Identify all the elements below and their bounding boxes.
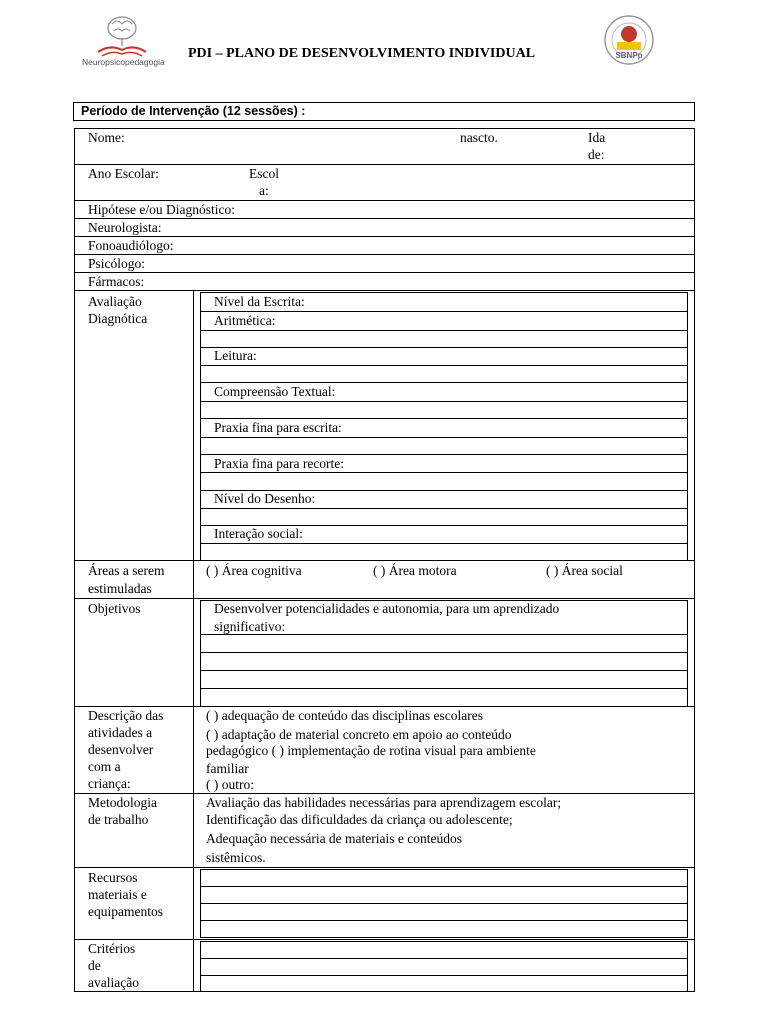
row-line: [74, 236, 695, 237]
row-line: [74, 164, 695, 165]
nome-label: Nome:: [88, 130, 125, 145]
avaliacao-item: Interação social:: [214, 526, 303, 541]
row-line: [200, 886, 688, 887]
objetivos-text-1: Desenvolver potencialidades e autonomia, para um aprendizado: [214, 601, 560, 616]
col-line: [193, 793, 194, 867]
row-line: [200, 330, 688, 331]
row-line: [200, 311, 688, 312]
metodologia-text: Avaliação das habilidades necessárias para aprendizagem escolar;: [206, 795, 562, 810]
row-line: [74, 254, 695, 255]
period-label: Período de Intervenção (12 sessões) :: [81, 104, 306, 118]
descricao-label: desenvolver: [88, 742, 154, 757]
row-line: [200, 688, 688, 689]
area-social-option[interactable]: ( ) Área social: [546, 563, 623, 578]
page-title: PDI – PLANO DE DESENVOLVIMENTO INDIVIDUAL: [188, 46, 536, 61]
col-line: [200, 941, 201, 991]
area-motora-option[interactable]: ( ) Área motora: [373, 563, 457, 578]
row-line: [74, 200, 695, 201]
row-line: [74, 272, 695, 273]
row-line: [74, 218, 695, 219]
descricao-option[interactable]: ( ) adequação de conteúdo das disciplinas escolares: [206, 708, 484, 723]
descricao-label: atividades a: [88, 725, 153, 740]
descricao-label: com a: [88, 759, 121, 774]
row-line: [200, 670, 688, 671]
row-line: [74, 598, 695, 599]
row-line: [200, 418, 688, 419]
row-line: [74, 290, 695, 291]
avaliacao-label-1: Avaliação: [88, 294, 142, 309]
row-line: [74, 560, 695, 561]
metodologia-text: Identificação das dificuldades da criança ou adolescente;: [206, 812, 513, 827]
row-line: [200, 472, 688, 473]
avaliacao-item: Praxia fina para recorte:: [214, 456, 345, 471]
row-line: [200, 454, 688, 455]
avaliacao-label-2: Diagnótica: [88, 311, 148, 326]
avaliacao-item: Nível do Desenho:: [214, 491, 316, 506]
row-line: [200, 920, 688, 921]
row-line: [74, 793, 695, 794]
area-cognitiva-option[interactable]: ( ) Área cognitiva: [206, 563, 302, 578]
row-line: [74, 939, 695, 940]
recursos-label: equipamentos: [88, 904, 163, 919]
row-line: [200, 508, 688, 509]
areas-label-1: Áreas a serem: [88, 563, 165, 578]
idade-label-2: de:: [588, 147, 605, 162]
metodologia-text: Adequação necessária de materiais e conteúdos: [206, 831, 463, 846]
col-line: [193, 867, 194, 991]
table-border-top: [74, 128, 695, 129]
descricao-label: criança:: [88, 776, 131, 791]
metodologia-label-2: de trabalho: [88, 812, 149, 827]
recursos-label: Recursos: [88, 870, 138, 885]
row-line: [200, 543, 688, 544]
descricao-option[interactable]: pedagógico ( ) implementação de rotina visual para ambiente: [206, 743, 536, 758]
row-line: [200, 869, 688, 870]
row-line: [200, 365, 688, 366]
row-line: [200, 292, 688, 293]
metodologia-text: sistêmicos.: [206, 850, 266, 865]
col-line: [687, 292, 688, 560]
table-border-bottom: [74, 991, 695, 992]
avaliacao-item: Nível da Escrita:: [214, 294, 305, 309]
row-line: [200, 437, 688, 438]
avaliacao-item: Leitura:: [214, 348, 257, 363]
col-line: [687, 600, 688, 706]
row-line: [200, 903, 688, 904]
metodologia-label-1: Metodologia: [88, 795, 157, 810]
col-line: [200, 600, 201, 706]
fonoaudiologo-label: Fonoaudiólogo:: [88, 238, 174, 253]
row-line: [200, 958, 688, 959]
hipotese-label: Hipótese e/ou Diagnóstico:: [88, 202, 235, 217]
idade-label-1: Ida: [588, 130, 606, 145]
descricao-label: Descrição das: [88, 708, 164, 723]
avaliacao-item: Compreensão Textual:: [214, 384, 336, 399]
psicologo-label: Psicólogo:: [88, 256, 146, 271]
row-line: [200, 382, 688, 383]
col-line: [200, 292, 201, 560]
row-line: [74, 706, 695, 707]
col-line: [193, 598, 194, 706]
recursos-label: materiais e: [88, 887, 147, 902]
escola-label-1: Escol: [249, 166, 279, 181]
avaliacao-item: Aritmética:: [214, 313, 276, 328]
col-line: [193, 560, 194, 598]
neuropsicopedagogia-logo: [84, 14, 160, 58]
criterios-label: Critérios: [88, 941, 136, 956]
row-line: [74, 867, 695, 868]
nascto-label: nascto.: [460, 130, 498, 145]
descricao-option[interactable]: ( ) outro:: [206, 777, 254, 792]
objetivos-text-2: significativo:: [214, 619, 286, 634]
descricao-option: familiar: [206, 761, 249, 776]
criterios-label: avaliação: [88, 975, 139, 990]
row-line: [200, 937, 688, 938]
sbnpp-seal-logo: [603, 14, 655, 66]
descricao-option[interactable]: ( ) adaptação de material concreto em apoio ao conteúdo: [206, 727, 512, 742]
period-box: [73, 102, 695, 121]
farmacos-label: Fármacos:: [88, 274, 145, 289]
objetivos-label: Objetivos: [88, 601, 141, 616]
row-line: [200, 652, 688, 653]
areas-label-2: estimuladas: [88, 581, 152, 596]
col-line: [193, 290, 194, 560]
escola-label-2: a:: [259, 183, 269, 198]
row-line: [200, 347, 688, 348]
neurologista-label: Neurologista:: [88, 220, 162, 235]
logo-caption: Neuropsicopedagogia: [82, 57, 165, 67]
seal-text: SBNPp: [615, 51, 643, 60]
row-line: [200, 941, 688, 942]
col-line: [687, 941, 688, 991]
row-line: [200, 975, 688, 976]
row-line: [200, 401, 688, 402]
ano-escolar-label: Ano Escolar:: [88, 166, 159, 181]
avaliacao-item: Praxia fina para escrita:: [214, 420, 342, 435]
criterios-label: de: [88, 958, 101, 973]
col-line: [193, 706, 194, 794]
